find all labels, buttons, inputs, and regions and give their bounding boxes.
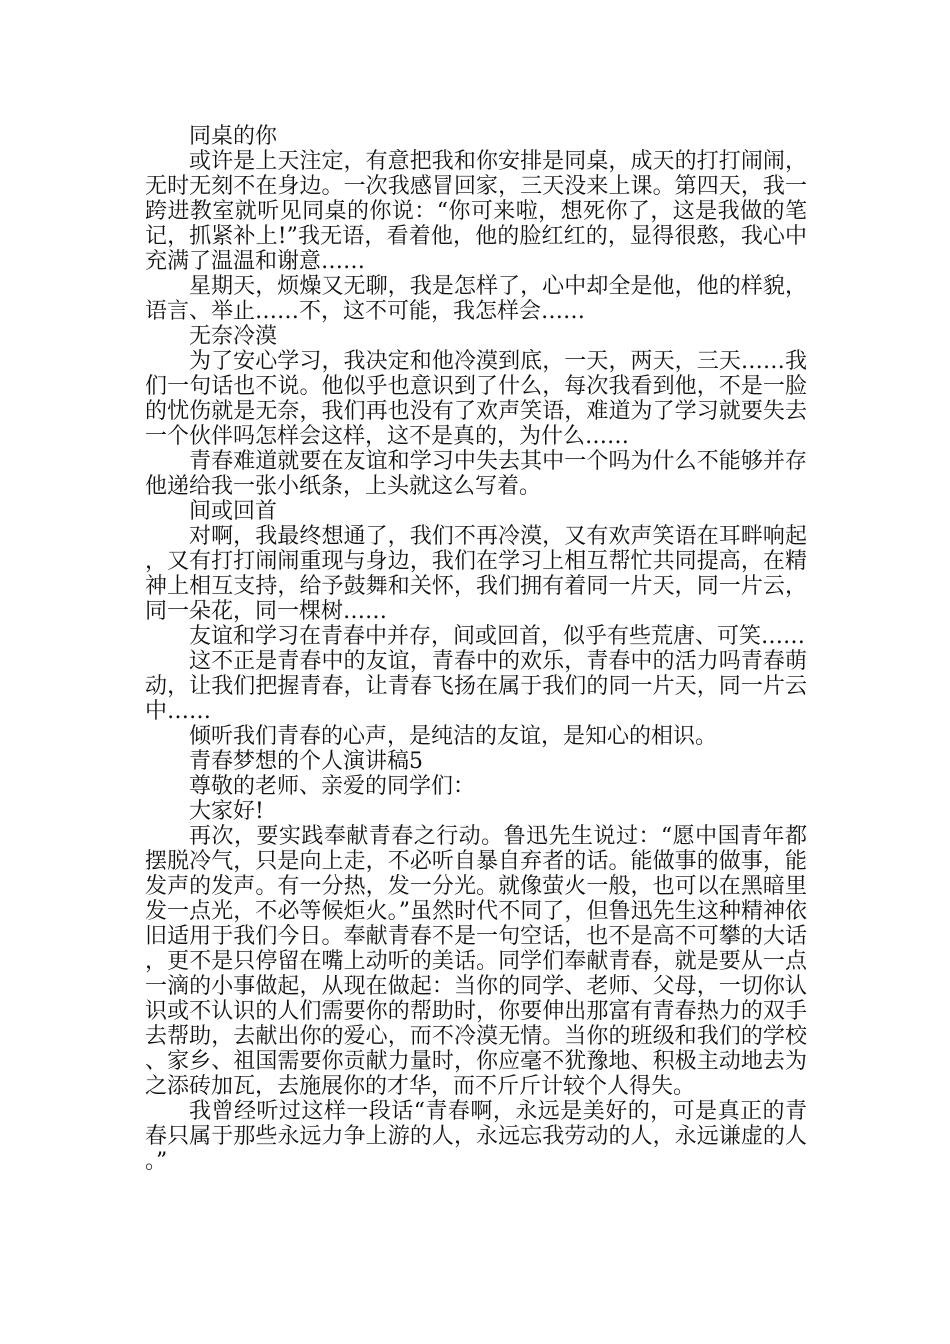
- body-paragraph: 星期天，烦燥又无聊，我是怎样了，心中却全是他，他的样貌，语言、举止……不，这不可能，我怎样会……: [145, 274, 807, 324]
- body-paragraph: 对啊，我最终想通了，我们不再冷漠，又有欢声笑语在耳畔响起，又有打打闹闹重现与身边，我们在学习上相互帮忙共同提高，在精神上相互支持，给予鼓舞和关怀，我们拥有着同一片天，同一片云，同一朵花，同一棵树……: [145, 524, 807, 624]
- section-heading: 同桌的你: [189, 124, 278, 149]
- section-heading: 间或回首: [189, 499, 278, 524]
- body-paragraph: 友谊和学习在青春中并存，间或回首，似乎有些荒唐、可笑……: [189, 624, 806, 649]
- speech-title: 青春梦想的个人演讲稿5: [189, 749, 423, 774]
- body-paragraph: 我曾经听过这样一段话“青春啊，永远是美好的，可是真正的青春只属于那些永远力争上游的人，永远忘我劳动的人，永远谦虚的人。”: [145, 1099, 807, 1174]
- body-paragraph: 倾听我们青春的心声，是纯洁的友谊，是知心的相识。: [189, 724, 718, 749]
- section-heading: 无奈冷漠: [189, 324, 278, 349]
- body-paragraph: 青春难道就要在友谊和学习中失去其中一个吗为什么不能够并存他递给我一张小纸条，上头就这么写着。: [145, 449, 807, 499]
- salutation: 尊敬的老师、亲爱的同学们：: [189, 774, 476, 799]
- body-paragraph: 为了安心学习，我决定和他冷漠到底，一天，两天，三天……我们一句话也不说。他似乎也意识到了什么，每次我看到他，不是一脸的忧伤就是无奈，我们再也没有了欢声笑语，难道为了学习就要失去一个伙伴吗怎样会这样，这不是真的，为什么……: [145, 349, 807, 449]
- document-body: [145, 124, 807, 1174]
- body-paragraph: 这不正是青春中的友谊，青春中的欢乐，青春中的活力吗青春萌动，让我们把握青春，让青春飞扬在属于我们的同一片天，同一片云中……: [145, 649, 807, 724]
- body-paragraph: 或许是上天注定，有意把我和你安排是同桌，成天的打打闹闹，无时无刻不在身边。一次我感冒回家，三天没来上课。第四天，我一跨进教室就听见同桌的你说：“你可来啦，想死你了，这是我做的笔记，抓紧补上!”我无语，看着他，他的脸红红的，显得很憨，我心中充满了温温和谢意……: [145, 149, 807, 274]
- greeting: 大家好!: [189, 799, 264, 824]
- body-paragraph: 再次，要实践奉献青春之行动。鲁迅先生说过：“愿中国青年都摆脱冷气，只是向上走，不必听自暴自弃者的话。能做事的做事，能发声的发声。有一分热，发一分光。就像萤火一般，也可以在黑暗里发一点光，不必等候炬火。”虽然时代不同了，但鲁迅先生这种精神依旧适用于我们今日。奉献青春不是一句空话，也不是高不可攀的大话，更不是只停留在嘴上动听的美话。同学们奉献青春，就是要从一点一滴的小事做起，从现在做起：当你的同学、老师、父母，一切你认识或不认识的人们需要你的帮助时，你要伸出那富有青春热力的双手去帮助，去献出你的爱心，而不冷漠无情。当你的班级和我们的学校、家乡、祖国需要你贡献力量时，你应毫不犹豫地、积极主动地去为之添砖加瓦，去施展你的才华，而不斤斤计较个人得失。: [145, 824, 807, 1099]
